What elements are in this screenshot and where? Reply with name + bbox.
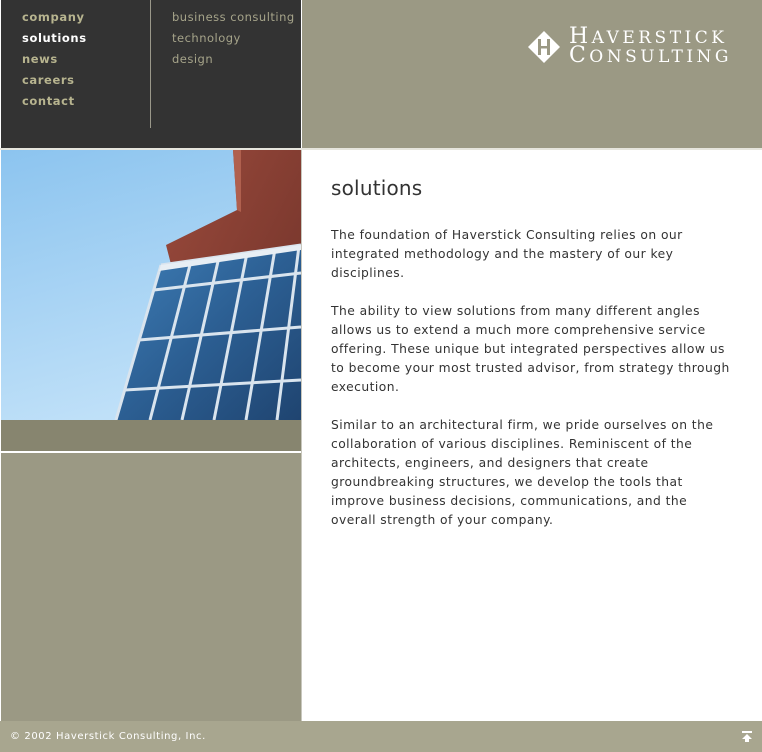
logo-line-2: CONSULTING <box>568 43 732 68</box>
nav-divider <box>150 0 151 128</box>
nav-panel <box>1 0 301 148</box>
column-divider <box>301 150 302 721</box>
primary-nav <box>22 10 87 115</box>
back-to-top-icon[interactable] <box>742 731 752 742</box>
nav-item-solutions[interactable]: solutions <box>22 31 87 45</box>
building-photo <box>1 150 301 420</box>
subnav-item-technology[interactable]: technology <box>172 31 241 45</box>
logo-wordmark <box>568 24 732 68</box>
secondary-nav <box>172 10 295 73</box>
subnav-item-design[interactable]: design <box>172 52 214 66</box>
nav-item-company[interactable]: company <box>22 10 85 24</box>
diamond-h-icon <box>527 30 561 64</box>
left-color-block <box>1 453 301 721</box>
logo-line-1: HAVERSTICK <box>568 24 728 49</box>
photo-band <box>1 420 301 451</box>
nav-item-news[interactable]: news <box>22 52 58 66</box>
nav-item-contact[interactable]: contact <box>22 94 75 108</box>
page-title: solutions <box>331 176 423 200</box>
footer <box>0 721 762 752</box>
subnav-item-business-consulting[interactable]: business consulting <box>172 10 295 24</box>
nav-item-careers[interactable]: careers <box>22 73 75 87</box>
logo[interactable] <box>527 24 732 68</box>
content-paragraph: The ability to view solutions from many different angles allows us to extend a much more comprehensive service offering. These unique but integrated perspectives allow us to become your most trusted advisor, from strategy through execution. <box>331 304 730 394</box>
content-paragraph: Similar to an architectural firm, we pride ourselves on the collaboration of various disciplines. Reminiscent of the architects, engineers, and designers that create groundbreaking structures, we develop the tools that improve business decisions, communications, and the overall strength of your company. <box>331 418 714 527</box>
brand-header <box>302 0 762 148</box>
copyright-text: © 2002 Haverstick Consulting, Inc. <box>10 731 206 742</box>
content-paragraph: The foundation of Haverstick Consulting relies on our integrated methodology and the mastery of our key disciplines. <box>331 228 683 280</box>
main-content <box>331 176 736 549</box>
